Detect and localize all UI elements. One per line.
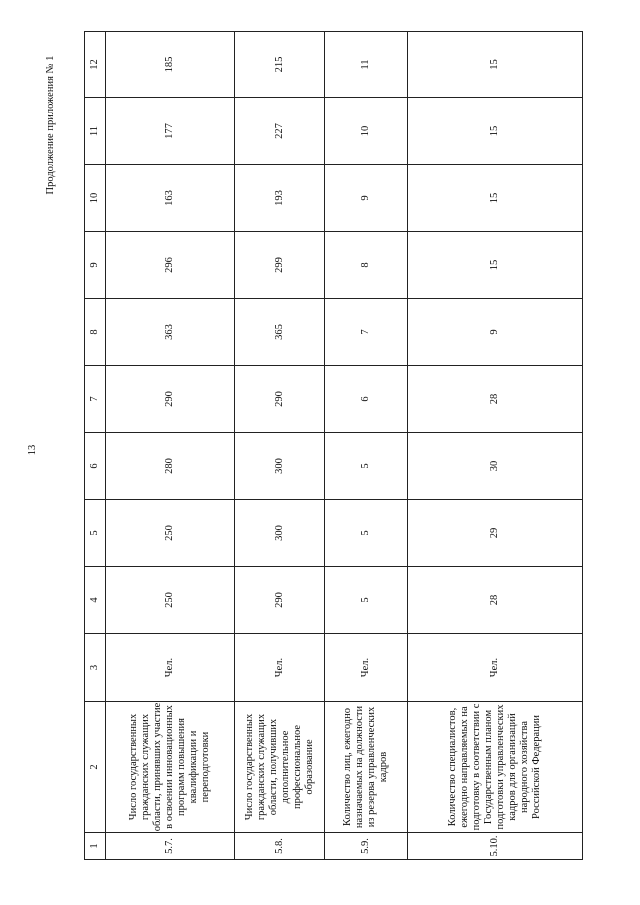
row-value: 9 (408, 299, 583, 366)
row-value: 215 (235, 32, 325, 98)
table-row (325, 32, 408, 860)
row-value: 290 (235, 567, 325, 634)
row-value: 185 (106, 32, 235, 98)
page-number: 13 (27, 444, 38, 456)
row-value: 15 (408, 165, 583, 232)
column-header: 1 (85, 833, 106, 860)
column-header: 7 (85, 366, 106, 433)
row-value: 363 (106, 299, 235, 366)
column-header: 9 (85, 232, 106, 299)
row-value: 290 (235, 366, 325, 433)
row-description: Число государственных гражданских служащих области, принявших участие в освоении инновационных программ повышения квалификации и переподготовки (106, 702, 235, 833)
column-header: 10 (85, 165, 106, 232)
row-value: 193 (235, 165, 325, 232)
row-value: 28 (408, 366, 583, 433)
row-number: 5.7. (106, 833, 235, 860)
row-unit: Чел. (235, 634, 325, 702)
table-row (106, 32, 235, 860)
column-header: 8 (85, 299, 106, 366)
row-value: 250 (106, 567, 235, 634)
table-row (235, 32, 325, 860)
row-unit: Чел. (325, 634, 408, 702)
row-value: 28 (408, 567, 583, 634)
column-header: 11 (85, 98, 106, 165)
row-value: 300 (235, 433, 325, 500)
row-value: 7 (325, 299, 408, 366)
row-value: 280 (106, 433, 235, 500)
column-header: 12 (85, 32, 106, 98)
row-value: 9 (325, 165, 408, 232)
row-value: 365 (235, 299, 325, 366)
row-value: 5 (325, 500, 408, 567)
table-row (408, 32, 583, 860)
row-value: 8 (325, 232, 408, 299)
row-description: Количество специалистов, ежегодно направляемых на подготовку в соответствии с Государственным планом подготовки управленческих кадров для организаций народного хозяйства Российской Федерации (408, 702, 583, 833)
row-value: 30 (408, 433, 583, 500)
row-value: 15 (408, 32, 583, 98)
column-header: 3 (85, 634, 106, 702)
column-header: 2 (85, 702, 106, 833)
row-description: Количество лиц, ежегодно назначаемых на должности из резерва управленческих кадров (325, 702, 408, 833)
indicators-table (84, 31, 583, 860)
row-value: 296 (106, 232, 235, 299)
row-value: 29 (408, 500, 583, 567)
column-header: 5 (85, 500, 106, 567)
row-value: 5 (325, 567, 408, 634)
row-value: 250 (106, 500, 235, 567)
row-value: 299 (235, 232, 325, 299)
appendix-continuation-note: Продолжение приложения № 1 (45, 55, 56, 195)
column-header: 4 (85, 567, 106, 634)
row-value: 6 (325, 366, 408, 433)
row-value: 10 (325, 98, 408, 165)
row-value: 15 (408, 98, 583, 165)
column-number-row (85, 32, 106, 860)
column-header: 6 (85, 433, 106, 500)
row-value: 227 (235, 98, 325, 165)
row-value: 177 (106, 98, 235, 165)
row-number: 5.10. (408, 833, 583, 860)
row-value: 5 (325, 433, 408, 500)
row-value: 300 (235, 500, 325, 567)
row-unit: Чел. (106, 634, 235, 702)
row-value: 290 (106, 366, 235, 433)
row-unit: Чел. (408, 634, 583, 702)
row-number: 5.9. (325, 833, 408, 860)
row-value: 11 (325, 32, 408, 98)
row-number: 5.8. (235, 833, 325, 860)
row-value: 15 (408, 232, 583, 299)
row-value: 163 (106, 165, 235, 232)
row-description: Число государственных гражданских служащих области, получивших дополнительное профессиональное образование (235, 702, 325, 833)
